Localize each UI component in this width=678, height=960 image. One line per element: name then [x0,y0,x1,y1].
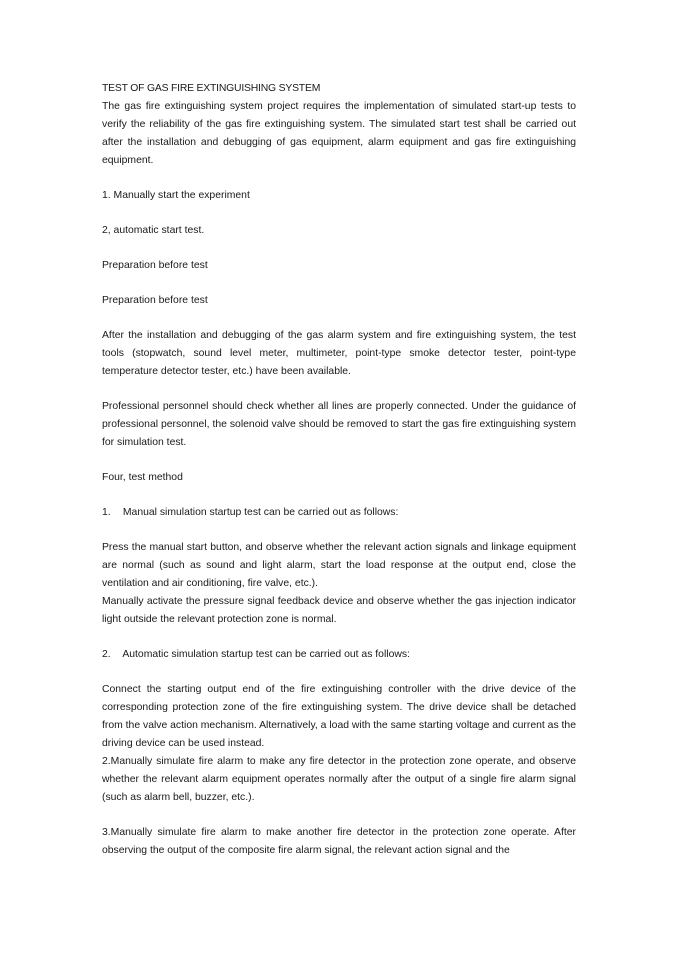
preparation-paragraph-tools: After the installation and debugging of the gas alarm system and fire extinguishing system, the test tools (stopwatch, sound level meter, multimeter, point-type smoke detector tester, point-type temperature detector tester, etc.) have been available. [102,330,576,377]
automatic-paragraph-drive-device: Connect the starting output end of the fire extinguishing controller with the drive device of the corresponding protection zone of the fire extinguishing system. The drive device shall be detached from the valve action mechanism. Alternatively, a load with the same starting voltage and current as the driving device can be used instead. [102,684,576,749]
automatic-paragraph-composite-alarm: 3.Manually simulate fire alarm to make another fire detector in the protection zone operate. After observing the output of the composite fire alarm signal, the relevant action signal and the [102,827,576,856]
list-number: 2. [102,649,111,660]
document-body [102,80,576,860]
subheading-text: Automatic simulation startup test can be carried out as follows: [122,649,410,660]
section-heading-preparation: Preparation before test [102,260,208,271]
manual-paragraph-pressure-signal: Manually activate the pressure signal feedback device and observe whether the gas injection indicator light outside the relevant protection zone is normal. [102,596,576,625]
list-item-automatic-start: 2, automatic start test. [102,225,205,236]
list-number: 1. [102,507,111,518]
list-item-manual-start: 1. Manually start the experiment [102,190,250,201]
automatic-paragraph-single-alarm: 2.Manually simulate fire alarm to make any fire detector in the protection zone operate, and observe whether the relevant alarm equipment operates normally after the output of a single fire alarm signal (such as alarm bell, buzzer, etc.). [102,756,576,803]
subheading-text: Manual simulation startup test can be carried out as follows: [122,507,399,518]
subheading-automatic-simulation [102,646,576,664]
intro-paragraph: The gas fire extinguishing system project requires the implementation of simulated start-up tests to verify the reliability of the gas fire extinguishing system. The simulated start test shall be carried out after the installation and debugging of gas equipment, alarm equipment and gas fire extinguishing equipment. [102,101,576,166]
manual-paragraph-start-button: Press the manual start button, and observe whether the relevant action signals and linkage equipment are normal (such as sound and light alarm, start the load response at the output end, close the ventilation and air conditioning, fire valve, etc.). [102,542,576,589]
section-heading-test-method: Four, test method [102,472,183,483]
document-title: TEST OF GAS FIRE EXTINGUISHING SYSTEM [102,83,321,94]
preparation-paragraph-personnel: Professional personnel should check whether all lines are properly connected. Under the guidance of professional personnel, the solenoid valve should be removed to start the gas fire extinguishing system for simulation test. [102,401,576,448]
section-heading-preparation-repeat: Preparation before test [102,295,208,306]
subheading-manual-simulation [102,504,576,522]
